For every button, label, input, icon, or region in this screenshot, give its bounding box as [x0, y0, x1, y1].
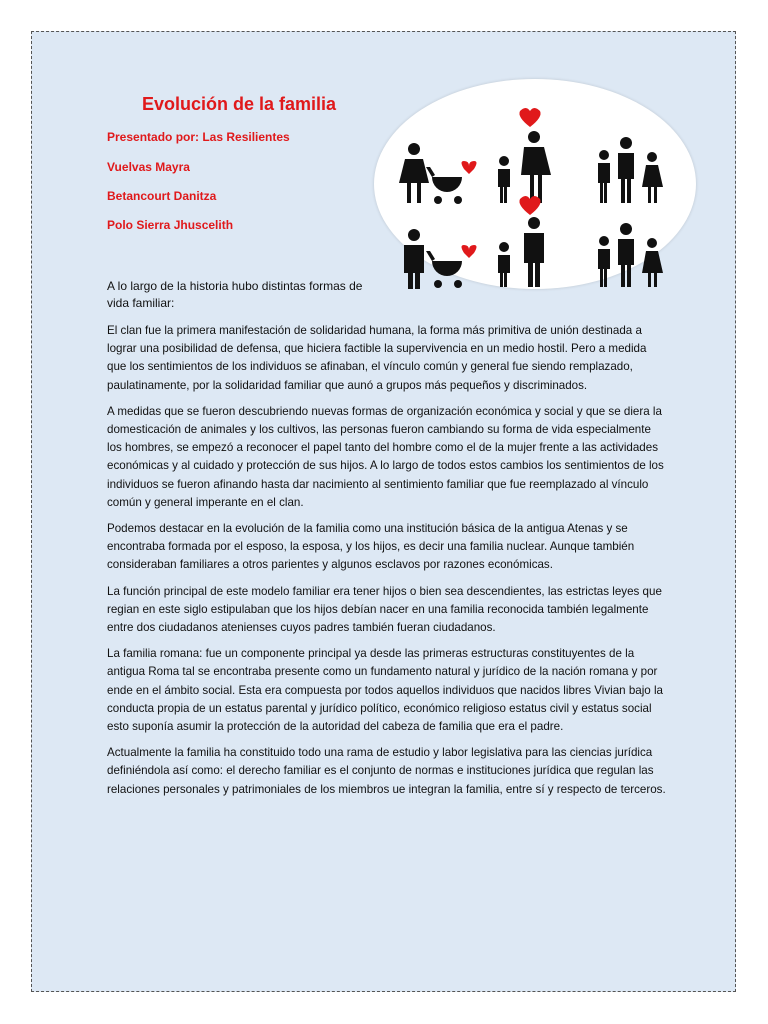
author-name: Polo Sierra Jhuscelith — [107, 218, 234, 232]
paragraph-function: La función principal de este modelo familiar era tener hijos o bien sea descendientes, las estrictas leyes que regian en este siglo estipulaban que los hijos debían nacer en una familia reconocida también legalmente entre dos ciudadanos atenienses cuyos padres también fueran ciudadanos. — [107, 584, 662, 635]
paragraph-clan: El clan fue la primera manifestación de solidaridad humana, la forma más primitiva de unión destinada a lograr una posibilidad de defensa, que hiciera factible la supervivencia en un medio hostil. Pero a medida que los sentimientos de los individuos se afinaban, el vínculo común y general fue siendo remplazado, paulatinamente, por la solidaridad familiar que aunó a grupos más pequeños y discriminados. — [107, 324, 647, 392]
page-title: Evolución de la familia — [142, 94, 337, 114]
author-name: Vuelvas Mayra — [107, 160, 190, 174]
paragraph-athens: Podemos destacar en la evolución de la familia como una institución básica de la antigua Atenas y se encontraba formada por el esposo, la esposa, y los hijos, es decir una familia nuclear. Aunque también consideraban familiares a otros parientes y algunos esclavos por razones económicas. — [107, 522, 635, 572]
paragraph-current: Actualmente la familia ha constituido todo una rama de estudio y labor legislativa para las ciencias jurídica definiéndola así como: el derecho familiar es el conjunto de normas e instituciones jurídica que regulan las relaciones personales y patrimoniales de los miembros ue integran la familia, entre sí y respecto de terceros. — [107, 746, 666, 796]
family-evolution-icons — [374, 79, 696, 289]
document-page — [31, 31, 736, 992]
presented-by: Presentado por: Las Resilientes — [107, 130, 290, 144]
paragraph-organization: A medidas que se fueron descubriendo nuevas formas de organización económica y social y que se diera la domesticación de animales y los cultivos, las personas fueron cambiando su forma de vida especialmente los hombres, se empezó a reconocer el papel tanto del hombre como el de la mujer frente a las actividades económicas y al cuidado y protección de sus hijos. A lo largo de todos estos cambios los sentimientos de los individuos se fueron afinando hasta dar nacimiento al sentimiento familiar que fue reemplazado al vínculo común y general imperante en el clan. — [107, 404, 664, 509]
intro-text: A lo largo de la historia hubo distintas formas de vida familiar: — [107, 279, 363, 310]
family-illustration — [374, 79, 696, 289]
body-text — [107, 322, 667, 807]
paragraph-roman-family: La familia romana: fue un componente principal ya desde las primeras estructuras constituyentes de la antigua Roma tal se encontraba presente como un fundamento natural y jurídico de la nación romana y por ende en el ámbito social. Esta era compuesta por todos aquellos individuos que nacidos libres Vivian bajo la conducta propia de un estatus parental y jurídico político, económico religioso estatus civil y estatus social esto suponía asumir la protección de la autoridad del cabeza de familia que era el padre. — [107, 647, 663, 734]
author-name: Betancourt Danitza — [107, 189, 217, 203]
